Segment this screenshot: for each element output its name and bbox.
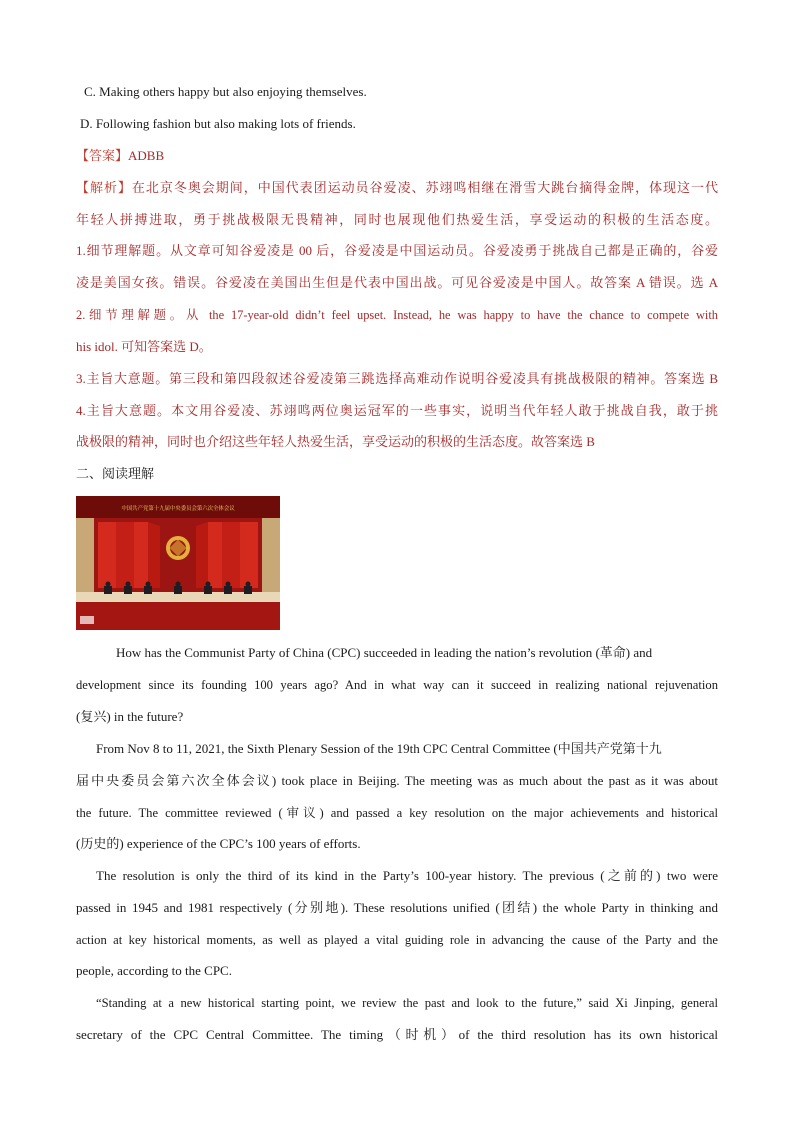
analysis-line-2: 年轻人拼搏进取，勇于挑战极限无畏精神，同时也展现他们热爱生活，享受运动的积极的生活态度。 [76, 212, 718, 227]
analysis-label: 【解析】 [76, 180, 132, 195]
passage-p3-line4: people, according to the CPC. [76, 963, 232, 978]
q1-line-1: 1.细节理解题。从文章可知谷爱凌是 00 后，谷爱凌是中国运动员。谷爱凌勇于挑战自己都是正确的，谷爱 [76, 243, 718, 258]
q2-line-2: his idol. 可知答案选 D。 [76, 339, 212, 354]
q3-line-1: 3.主旨大意题。第三段和第四段叙述谷爱凌第三跳选择高难动作说明谷爱凌具有挑战极限的精神。答案选 B [76, 371, 718, 386]
passage-p4-line2: secretary of the CPC Central Committee. The timing（时机）of the third resolution has its own historical [76, 1027, 718, 1042]
passage-p3-line3: action at key historical moments, as well as played a vital guiding role in advancing the cause of the Party and the [76, 933, 718, 947]
answer-line [76, 146, 718, 166]
q2-line-1: 2.细节理解题。从 the 17-year-old didn’t feel upset. Instead, he was happy to have the chance to compete with [76, 308, 718, 322]
option-d: D. Following fashion but also making lots of friends. [80, 116, 356, 131]
passage-p1-line1: How has the Communist Party of China (CPC) succeeded in leading the nation’s revolution (革命) and [116, 645, 653, 660]
passage-p1-line3: (复兴) in the future? [76, 709, 184, 724]
passage-p3-line2: passed in 1945 and 1981 respectively (分别地). These resolutions unified (团结) the whole Party in thinking and [76, 900, 718, 915]
passage-p2-line3: the future. The committee reviewed (审议) and passed a key resolution on the major achievements and historical [76, 806, 718, 820]
q4-line-2: 战极限的精神，同时也介绍这些年轻人热爱生活，享受运动的积极的生活态度。故答案选 B [76, 434, 595, 449]
option-c: C. Making others happy but also enjoying themselves. [84, 84, 367, 99]
passage-p2-line2: 届中央委员会第六次全体会议) took place in Beijing. The meeting was as much about the past as it was about [76, 773, 718, 788]
passage-p3-line1: The resolution is only the third of its kind in the Party’s 100-year history. The previous (之前的) two were [96, 868, 718, 883]
plenary-session-photo [76, 496, 280, 630]
analysis-line-1: 【解析】在北京冬奥会期间，中国代表团运动员谷爱凌、苏翊鸣相继在滑雪大跳台摘得金牌，体现这一代 [76, 180, 718, 195]
q4-line-1: 4.主旨大意题。本文用谷爱凌、苏翊鸣两位奥运冠军的一些事实，说明当代年轻人敢于挑战自我，敢于挑 [76, 403, 718, 418]
q1-line-2: 凌是美国女孩。错误。谷爱凌在美国出生但是代表中国出战。可见谷爱凌是中国人。故答案 A 错误。选 A [76, 275, 718, 290]
passage-p4-line1: “Standing at a new historical starting point, we review the past and look to the future,” said Xi Jinping, general [96, 996, 718, 1010]
passage-p2-line4: (历史的) experience of the CPC’s 100 years of efforts. [76, 836, 361, 851]
answer-value: ADBB [128, 148, 165, 163]
answer-label: 【答案】 [76, 148, 129, 163]
passage-p1-line2: development since its founding 100 years ago? And in what way can it succeed in realizing national rejuvenation [76, 678, 718, 692]
section-heading: 二、阅读理解 [76, 466, 155, 481]
photo-banner-text: 中国共产党第十九届中央委员会第六次全体会议 [121, 506, 235, 512]
passage-p2-line1: From Nov 8 to 11, 2021, the Sixth Plenary Session of the 19th CPC Central Committee (中国共产党第十九 [96, 741, 662, 756]
